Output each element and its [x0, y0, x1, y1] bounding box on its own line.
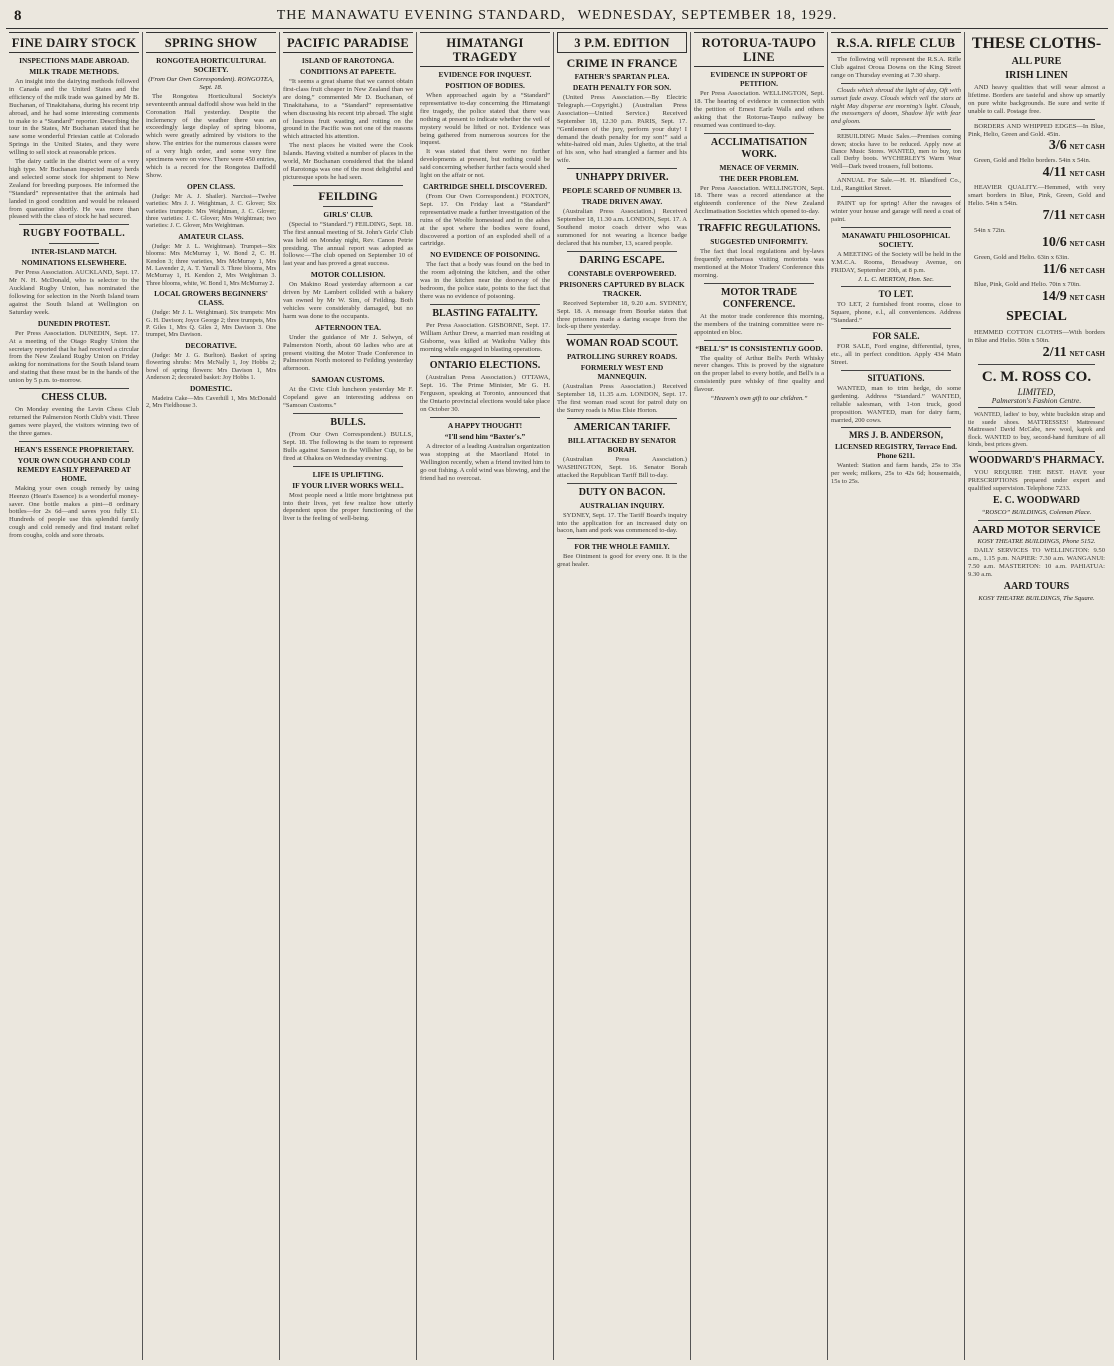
subhead: LOCAL GROWERS BEGINNERS' CLASS.	[154, 289, 268, 308]
divider	[841, 427, 951, 428]
ad-price	[968, 139, 1105, 154]
ad-body: AND heavy qualities that will wear almost a lifetime. Borders are tasteful and show up smartly on pure white backgrounds. Be sure and write if unable to call. Postage free.	[968, 84, 1105, 115]
subhead: FOR THE WHOLE FAMILY.	[574, 542, 670, 552]
ad-body: YOU REQUIRE THE BEST. HAVE your PRESCRIPTIONS prepared under expert and qualified supervision. Telephone 7233.	[968, 469, 1105, 493]
subhead: YOUR OWN COUGH AND COLD REMEDY EASILY PREPARED AT HOME.	[17, 455, 131, 483]
section-headline: WOMAN ROAD SCOUT.	[565, 338, 679, 350]
subhead: ISLAND OF RAROTONGA.	[301, 56, 395, 65]
article-body: The quality of Arthur Bell's Perth Whisky never changes. This is proved by the signature on the proper label to every bottle, and Bell's is a consistently pure whisky of fine quality and flavour.	[694, 354, 824, 394]
divider	[49, 243, 99, 244]
article-body: (From Our Own Correspondent.) BULLS, Sept. 18. The following is the team to represent Bulls against Sanson in the Willsher Cup, to be fired at Ohakea on Wednesday evening.	[283, 431, 413, 462]
article-body: Per Press Association. GISBORNE, Sept. 17. William Arthur Drew, a married man residing at Gisborne, was killed at Waikohu Valley this morning while engaged in blasting operations.	[420, 321, 550, 353]
ad-price	[968, 346, 1105, 361]
store-sub: LIMITED,	[1017, 386, 1056, 397]
divider	[293, 413, 403, 414]
article-body: (United Press Association.—By Electric Telegraph.—Copyright.) (Australian Press Association—United Service.) Received September 18, 12.30 p.m. PARIS, Sept. 17. “Gentlemen of the jury, perform your duty! I demand the death penalty for my son!” said a white-haired old man, Jules Ughetto, at the trial of his son, who had strangled a farmer and his wife.	[557, 94, 687, 165]
section-headline: MRS J. B. ANDERSON,	[848, 430, 943, 441]
headline-pacific-paradise: PACIFIC PARADISE	[283, 32, 413, 53]
classified-ad: WANTED, man to trim hedge, do some gardening. Address “Standard.” WANTED, reliable salesman, with 1-ton truck, good proposition. WANTED, man for dairy farm, married, 200 cows.	[831, 384, 961, 424]
subhead: PEOPLE SCARED OF NUMBER 13.	[562, 186, 682, 196]
divider	[841, 129, 951, 130]
verse: Clouds which shroud the light of day, Oft with sunset fade away. Clouds which veil the stars at night May disperse ere morning's light. Clouds, the messengers of doom, Shadow life with fear and gloom.	[831, 86, 961, 126]
divider	[567, 483, 677, 484]
subhead: SAMOAN CUSTOMS.	[311, 375, 385, 385]
subhead: LIFE IS UPLIFTING.	[312, 469, 384, 479]
divider	[704, 340, 814, 341]
page-number: 8	[14, 8, 22, 24]
divider	[841, 173, 951, 174]
subhead: INTER-ISLAND MATCH.	[31, 247, 117, 257]
headline-3pm-edition: 3 P.M. EDITION	[557, 32, 687, 53]
divider	[841, 227, 951, 228]
ad-item: 54in x 72in.	[974, 227, 1006, 235]
article-body: (Australian Press Association.) Received September 18, 11.35 a.m. LONDON, Sept. 17. The first woman road scout for patrol duty on the Surrey roads is Miss Elsie Horton.	[557, 383, 687, 415]
section-headline: ONTARIO ELECTIONS.	[429, 360, 541, 372]
price-suffix: NET CASH	[1069, 213, 1105, 222]
classified-ad: TO LET, 2 furnished front rooms, close to Square, phone, e.l., all conveniences. Address “Standard.”	[831, 301, 961, 325]
subhead: TRADE DRIVEN AWAY.	[581, 197, 663, 207]
subhead: PATROLLING SURREY ROADS.	[566, 352, 678, 362]
price-value: 11/6	[1042, 261, 1067, 277]
divider	[323, 206, 373, 207]
ad-item: Blue, Pink, Gold and Helio. 70in x 70in.	[974, 280, 1081, 288]
article-body: At the Civic Club luncheon yesterday Mr F. Copeland gave an interesting address on “Samoan Customs.”	[283, 386, 413, 410]
article-body: When approached again by a “Standard” representative to-day concerning the Himatangi fire tragedy, the police stated that there was nothing at present to indicate whether the veil of mystery would be lifted or not. Evidence was being gathered from numerous sources for the inquest.	[420, 92, 550, 147]
headline-rotorua-taupo-line: ROTORUA-TAUPO LINE	[694, 32, 824, 67]
divider	[704, 283, 814, 284]
price-value: 14/9	[1041, 288, 1067, 304]
notice-body: A MEETING of the Society will be held in the Y.M.C.A. Rooms, Broadway Avenue, on FRIDAY, September 20th, at 8 p.m.	[831, 250, 961, 274]
subhead: NOMINATIONS ELSEWHERE.	[21, 258, 127, 268]
price-value: 3/6	[1048, 138, 1067, 154]
ad-item: Green, Gold and Helio borders. 54in x 54in.	[974, 157, 1091, 165]
article-body: SYDNEY, Sept. 17. The Tariff Board's inquiry into the application for an increased duty on bacon, ham and pork was commenced to-day.	[557, 511, 687, 535]
column-3pm-edition	[554, 32, 691, 1360]
subhead: AFTERNOON TEA.	[315, 322, 381, 332]
subhead: AMATEUR CLASS.	[178, 231, 244, 241]
subhead: PRISONERS CAPTURED BY BLACK TRACKER.	[559, 279, 685, 298]
column-pacific-paradise	[280, 32, 417, 1360]
divider	[567, 538, 677, 539]
classified-ads: WANTED, ladies' to buy, white buckskin strap and tie suede shoes. MATTRESSES! Mattresses! Mattresses! David McCabe, new wool, kapok and flock. WANTED to buy, second-hand furniture of all kinds, best prices given.	[968, 411, 1105, 449]
section-headline: MOTOR TRADE CONFERENCE.	[720, 286, 798, 310]
section-headline: TRAFFIC REGULATIONS.	[697, 223, 821, 235]
headline-rsa-rifle-club: R.S.A. RIFLE CLUB	[831, 32, 961, 53]
ad-price	[968, 236, 1105, 251]
article-body: Per Press Association. WELLINGTON, Sept. 18. There was a record attendance at the eighteenth conference of the New Zealand Acclimatisation Societies which opened to-day.	[694, 184, 824, 216]
subhead: MOTOR COLLISION.	[310, 270, 386, 280]
ad-tagline: “Heaven's own gift to our children.”	[710, 395, 808, 403]
divider	[978, 451, 1095, 452]
ad-subhead: IRISH LINEN	[1005, 70, 1068, 81]
article-body: Per Press Association. DUNEDIN, Sept. 17. At a meeting of the Otago Rugby Union the secretary reported that he had received a circular from the New Zealand Rugby Union on Friday asking for nominations for the South Island team and stating that these must be in the hands of the union by 5 p.m. to-morrow.	[9, 329, 139, 385]
subhead: IF YOUR LIVER WORKS WELL.	[292, 480, 404, 490]
article-body: Madeira Cake—Mrs Caverhill 1, Mrs McDonald 2, Mrs Fieldhouse 3.	[146, 394, 276, 409]
masthead-title	[6, 8, 1108, 24]
article-body: The fact that a body was found on the bed in the room adjoining the kitchen, and the other was in the kitchen near the doorway of the bedroom, the police state, points to the fact that there was no evidence of poisoning.	[420, 261, 550, 300]
article-body: (Judge: Mr J. L. Weightman). Six trumpets: Mrs G. H. Davison; Joyce George 2; three trumpets, Mrs P. Giles 1, Mrs Q. Giles 2, Mrs Davison 3. One trumpet, Mrs Davison.	[146, 309, 276, 339]
article-body: (Judge: Mr J. L. Weightman). Trumpet—Six blooms: Mrs McMurray 1, W. Bond 2, C. H. Kendon 3; three varieties, Mrs McMurray 1, Mrs M. Lavender 2, A. T. Yarrall 3. Three blooms, Mrs McMurray 1, H. Kendon 2, Mrs Weightman 3. Three blooms, white, W. Bond 1, Mrs McMurray 2.	[146, 242, 276, 287]
article-body: Received September 18, 9.20 a.m. SYDNEY, Sept. 18. A message from Bourke states that three prisoners made a daring escape from the lock-up there yesterday.	[557, 299, 687, 331]
article-body: An insight into the dairying methods followed in Canada and the United States and the efficiency of the milk trade was gained by Mr B. Buchanan, of Tinakitahana, during his recent trip abroad, and he had some interesting comments to make to a “Standard” reporter. Describing the tour in the States, Mr Buchanan stated that he saw some wonderful Friesian cattle at Colorado Springs in the United States, and they were willing to sell stock at reasonable prices.	[9, 78, 139, 157]
divider	[978, 520, 1095, 521]
subhead: HEAN'S ESSENCE PROPRIETARY.	[14, 444, 134, 454]
aard-tours: AARD TOURS	[1003, 580, 1070, 592]
column-himatangi-tragedy	[417, 32, 554, 1360]
ad-body: DAILY SERVICES TO WELLINGTON: 9.50 a.m., 1.15 p.m. NAPIER: 7.30 a.m. WANGANUI: 7.50 a.m. MASTERTON: 10 a.m. PAHIATUA: 9.30 a.m.	[968, 546, 1105, 578]
article-body: Bee Ointment is good for every one. It is the great healer.	[557, 553, 687, 569]
divider	[704, 219, 814, 220]
ad-item: BORDERS AND WHIPPED EDGES—In Blue, Pink, Helio, Green and Gold. 45in.	[968, 122, 1105, 138]
divider	[430, 417, 540, 418]
paper-name: THE MANAWATU EVENING STANDARD,	[276, 8, 566, 23]
article-body: Per Press Association. WELLINGTON, Sept. 18. The hearing of evidence in connection with the petition of Ernest Earle Walls and others asking that the Rotorua-Taupo railway be resumed was continued to-day.	[694, 90, 824, 129]
article-body: (Australian Press Association.) Received September 18, 11.30 a.m. LONDON, Sept. 17. A Southend motor coach driver who was summoned for not wearing a licence badge declared that his number, 13, scared people.	[557, 208, 687, 247]
divider	[978, 119, 1095, 120]
section-headline: AMERICAN TARIFF.	[573, 421, 671, 433]
article-body: (Special to “Standard.”) FEILDING, Sept. 18. The first annual meeting of St. John's Girls' Club was held on Monday night, Rev. Canon Petrie presiding. The annual report was adopted as follows:—The club opened on September 10 of last year and has proved a great success.	[283, 220, 413, 268]
ad-item: HEMMED COTTON CLOTHS—With borders in Blue and Helio. 50in x 50in.	[968, 328, 1105, 344]
article-body: The Rongotea Horticultural Society's seventeenth annual daffodil show was held in the Coronation Hall yesterday. Despite the inclemency of the weather there was an exceedingly large display of spring blooms, which were greatly admired by visitors to the show. The entries for the numerous classes were of a very high order, and some very fine specimens were on view. There were 450 entries, which is a record for the Rongotea Daffodil Show.	[146, 92, 276, 179]
section-headline: BLASTING FATALITY.	[432, 307, 538, 319]
ad-price	[968, 209, 1105, 224]
subhead: DECORATIVE.	[185, 340, 237, 350]
subhead: BILL ATTACKED BY SENATOR BORAH.	[567, 435, 677, 454]
headline-fine-dairy-stock: FINE DAIRY STOCK	[9, 32, 139, 53]
price-suffix: NET CASH	[1069, 266, 1105, 275]
divider	[978, 364, 1095, 365]
masthead	[6, 6, 1108, 29]
subhead: CONSTABLE OVERPOWERED.	[567, 268, 677, 278]
divider	[841, 370, 951, 371]
pharmacist-name: E. C. WOODWARD	[992, 495, 1081, 507]
subhead: CONDITIONS AT PAPEETE.	[300, 67, 396, 76]
ad-item: HEAVIER QUALITY.—Hemmed, with very smart borders in Blue, Pink, Green, Gold and Helio. 54in x 54in.	[968, 184, 1105, 208]
divider	[567, 334, 677, 335]
column-spring-show	[143, 32, 280, 1360]
subhead: INSPECTIONS MADE ABROAD.	[19, 56, 129, 65]
price-value: 10/6	[1041, 234, 1067, 250]
subhead: MILK TRADE METHODS.	[29, 67, 119, 76]
subhead: A HAPPY THOUGHT!	[447, 421, 523, 430]
article-body: (Australian Press Association.) WASHINGTON, Sept. 16. Senator Borah attacked the Republican Tariff Bill to-day.	[557, 455, 687, 479]
article-body: Making your own cough remedy by using Heenzo (Hean's Essence) is a wonderful money-saver. One bottle makes a pint—8 ordinary bottles—for 2s 6d—and saves you fully £1. Hundreds of people use this splendid family cough and cold remedy and find instant relief from coughs, colds and sore throats.	[9, 484, 139, 540]
column-advertisements	[965, 32, 1108, 1360]
article-body: The fact that local regulations and by-laws frequently embarrass visiting motorists was mentioned at the Motor Traders' Conference this morning.	[694, 248, 824, 279]
subhead: DUNEDIN PROTEST.	[37, 318, 111, 328]
ad-price	[968, 290, 1105, 305]
subhead: LICENSED REGISTRY, Terrace End. Phone 6211.	[834, 442, 958, 461]
ad-price	[968, 263, 1105, 278]
divider	[293, 466, 403, 467]
price-suffix: NET CASH	[1069, 239, 1105, 248]
subhead: “BELL'S” IS CONSISTENTLY GOOD.	[695, 343, 823, 353]
classified-ad: Wanted: Station and farm hands, 25s to 35s per week; milkers, 25s to 42s 6d; housemaids, 15s to 25s.	[831, 462, 961, 486]
ad-price	[968, 166, 1105, 181]
article-body: (From Our Own Correspondent.) FOXTON, Sept. 17. On Friday last a “Standard” representative made a further investigation of the ruins of the Woolfe homestead and in the ashes at the spot where the bodies were found, discovered a portion of an exploded shell of a cartridge.	[420, 192, 550, 248]
ad-subhead: ALL PURE	[1011, 56, 1062, 67]
subhead: EVIDENCE IN SUPPORT OF PETITION.	[710, 70, 808, 88]
issue-date: WEDNESDAY, SEPTEMBER 18, 1929.	[577, 8, 838, 23]
subhead: “I'll send him “Baxter's.”	[444, 432, 526, 441]
price-suffix: NET CASH	[1069, 293, 1105, 302]
section-headline: CRIME IN FRANCE	[566, 56, 678, 70]
price-value: 2/11	[1042, 344, 1067, 360]
subhead: THE DEER PROBLEM.	[719, 173, 799, 183]
subhead: OPEN CLASS.	[186, 181, 236, 191]
column-dairy-stock	[6, 32, 143, 1360]
article-body: On Monday evening the Levin Chess Club returned the Palmerston North Club's visit. Three games were played, the visitors winning two of the three games.	[9, 406, 139, 437]
section-headline: FOR SALE.	[872, 331, 920, 342]
section-headline: CHESS CLUB.	[41, 392, 107, 404]
divider	[978, 407, 1095, 408]
subhead: DEATH PENALTY FOR SON.	[572, 83, 672, 92]
section-headline: UNHAPPY DRIVER.	[575, 172, 669, 184]
article-body: Most people need a little more brightness put into their lives, yet few realize how utterly dependent upon the proper functioning of the liver is the feeling of well-being.	[283, 491, 413, 523]
divider	[430, 356, 540, 357]
pharmacy-address: “ROSCO” BUILDINGS, Coleman Place.	[981, 509, 1092, 517]
section-headline: BULLS.	[330, 417, 366, 428]
columns	[6, 32, 1108, 1360]
subhead: EVIDENCE FOR INQUEST.	[438, 70, 532, 79]
subhead: GIRLS' CLUB.	[323, 209, 373, 219]
section-headline: TO LET.	[878, 289, 914, 300]
subhead: MANAWATU PHILOSOPHICAL SOCIETY.	[841, 230, 951, 249]
article-body: The next places he visited were the Cook Islands. Having visited a number of places in the world, Mr Buchanan considered that the island of Rarotonga was one of the most delightful and picturesque spots he had seen.	[283, 142, 413, 181]
divider	[19, 224, 129, 225]
aard-motor-service: AARD MOTOR SERVICE	[972, 524, 1101, 537]
subhead: RONGOTEA HORTICULTURAL SOCIETY.	[156, 56, 266, 74]
article-body: It was stated that there were no further developments at present, but nothing could be said concerning whether further facts would shed light on the affair or not.	[420, 148, 550, 180]
subhead: CARTRIDGE SHELL DISCOVERED.	[423, 181, 547, 191]
divider	[293, 185, 403, 186]
classified-ad: PAINT up for spring! After the ravages of winter your house and garage will need a coat of paint.	[831, 200, 961, 223]
divider	[19, 441, 129, 442]
divider	[841, 83, 951, 84]
headline-himatangi-tragedy: HIMATANGI TRAGEDY	[420, 32, 550, 67]
article-body: On Makino Road yesterday afternoon a car driven by Mr Lambert collided with a bakery van owned by Mr W. Sim, of Feilding. Both vehicles were considerably damaged, but no harm was done to the occupants.	[283, 281, 413, 320]
section-headline: SITUATIONS.	[867, 372, 925, 383]
section-headline: DARING ESCAPE.	[579, 254, 665, 266]
article-body: A director of a leading Australian organization was stopping at the Maoriland Hotel in Wellington recently, when a friend invited him to go out fishing. A cold wind was blowing, and the friend had no overcoat.	[420, 443, 550, 482]
section-headline: FEILDING	[318, 188, 378, 203]
divider	[567, 168, 677, 169]
classified-ad: FOR SALE, Ford engine, differential, tyres, etc., all in perfect condition. Apply 434 Main Street.	[831, 343, 961, 366]
price-suffix: NET CASH	[1069, 170, 1105, 179]
dateline: (From Our Own Correspondent). RONGOTEA, Sept. 18.	[148, 76, 274, 91]
pharmacy-name: WOODWARD'S PHARMACY.	[968, 455, 1105, 467]
divider	[704, 133, 814, 134]
subhead: POSITION OF BODIES.	[445, 81, 525, 90]
article-body: The dairy cattle in the district were of a very high type. Mr Buchanan inspected many herds and selected some stock for shipment to New Zealand for breeding purposes. He informed the “Standard” representative that the animals had landed in good condition and would be released from quarantine shortly. He was more than pleased with the class of stock he had secured.	[9, 158, 139, 221]
subhead: SUGGESTED UNIFORMITY.	[710, 237, 808, 247]
subhead: NO EVIDENCE OF POISONING.	[430, 250, 540, 260]
subhead: MENACE OF VERMIN.	[719, 162, 799, 172]
article-body: (Judge: Mr A. J. Shailer). Narcissi—Twelve varieties: Mrs J. J. Weightman, J. C. Glover; Six varieties trumpets: Mrs Weightman, J. C. Glover; three varieties: J. C. Glover; Mrs Weightman; two varieties: J. C. Glover, Mrs Weightman.	[146, 192, 276, 230]
divider	[19, 388, 129, 389]
ad-headline-special: SPECIAL	[1006, 308, 1067, 324]
section-headline: RUGBY FOOTBALL.	[22, 228, 126, 240]
aard-tours-address: KOSY THEATRE BUILDINGS, The Square.	[978, 594, 1095, 602]
subhead: FORMERLY WEST END MANNEQUIN.	[580, 363, 664, 382]
article-body: At the motor trade conference this morning, the members of the training committee were re-appointed en bloc.	[694, 312, 824, 336]
price-suffix: NET CASH	[1069, 143, 1105, 152]
store-name: C. M. ROSS CO.	[981, 368, 1092, 385]
article-body: “It seems a great shame that we cannot obtain first-class fruit cheaper in New Zealand than we are doing,” commented Mr D. Buchanan, of Tinakitahana, to a “Standard” representative when discussing his recent trip abroad. The sight of luscious fruit wasting and rotting on the ground in the Pacific was not one of the reasons which attracted his attention.	[283, 78, 413, 141]
article-body: Under the guidance of Mr J. Selwyn, of Palmerston North, about 60 ladies who are at present visiting the Motor Trade Conference in Palmerston North motored to Feilding yesterday afternoon.	[283, 333, 413, 373]
article-body: The following will represent the R.S.A. Rifle Club against Oroua Downs on the King Street range on Thursday evening at 7.30 sharp.	[831, 56, 961, 79]
article-body: Per Press Association. AUCKLAND, Sept. 17. Mr N. H. McDonald, who is selector to the Auckland Rugby Union, has nominated the following for selection in the North Island team against the South Island at Wellington on Saturday week.	[9, 269, 139, 316]
classified-ad: ANNUAL For Sale.—H. H. Blandford Co., Ltd., Rangitikei Street.	[831, 177, 961, 193]
divider	[841, 328, 951, 329]
headline-spring-show: SPRING SHOW	[146, 32, 276, 53]
column-rotorua-taupo	[691, 32, 828, 1360]
divider	[567, 418, 677, 419]
subhead: DOMESTIC.	[189, 383, 233, 393]
price-suffix: NET CASH	[1069, 349, 1105, 358]
aard-address: KOSY THEATRE BUILDINGS, Phone 5152.	[977, 538, 1096, 546]
store-tagline: Palmerston's Fashion Centre.	[991, 395, 1082, 405]
notice-signature: J. L. C. MERTON, Hon. Sec.	[858, 275, 934, 283]
ad-item: Green, Gold and Helio. 63in x 63in.	[974, 253, 1070, 261]
divider	[841, 286, 951, 287]
subhead: AUSTRALIAN INQUIRY.	[579, 500, 665, 510]
divider	[841, 196, 951, 197]
price-value: 4/11	[1042, 165, 1067, 181]
divider	[430, 304, 540, 305]
price-value: 7/11	[1042, 208, 1067, 224]
divider	[567, 251, 677, 252]
column-rsa-rifle-club	[828, 32, 965, 1360]
section-headline: DUTY ON BACON.	[578, 486, 666, 498]
classified-ads: REBUILDING Music Sales.—Premises coming down; stocks have to be reduced. Apply now at Dance Music Stores. WANTED, men to buy, ton call Derby boots. WYCHERLEY'S Warm Wear Well—Dark tweed trousers, full bottoms.	[831, 133, 961, 170]
section-headline: ACCLIMATISATION WORK.	[710, 136, 808, 160]
article-body: (Australian Press Association.) OTTAWA, Sept. 16. The Prime Minister, Mr G. H. Ferguson, speaking at Toronto, announced that the Ontario provincial elections would take place on October 30.	[420, 374, 550, 414]
ad-headline-these-cloths: THESE CLOTHS-	[971, 35, 1102, 52]
article-body: (Judge: Mr J. G. Burlton). Basket of spring flowering shrubs: Mrs McNally 1, Joy Hobbs 2; bowl of spring flowers: Mrs Davison 1, Mrs Anderson 2; decorated basket: Joy Hobbs 1.	[146, 351, 276, 382]
subhead: FATHER'S SPARTAN PLEA.	[574, 72, 670, 81]
